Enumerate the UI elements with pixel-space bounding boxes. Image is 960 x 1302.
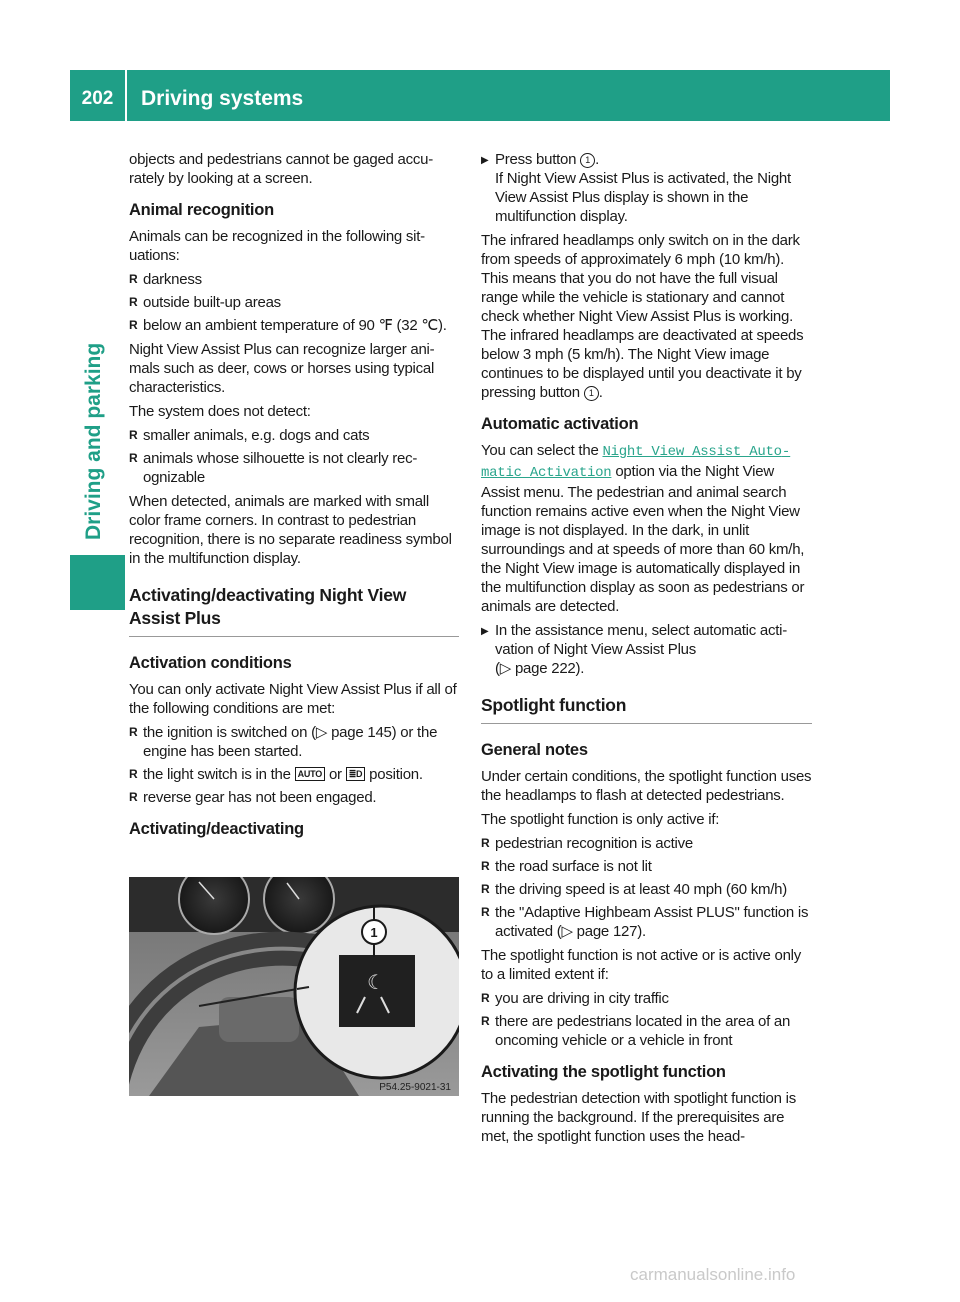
steering-wheel-photo bbox=[129, 877, 459, 1096]
not-detect-list bbox=[129, 426, 459, 487]
step-assistance-menu: ▶ In the assistance menu, select automatic activation of Night View Assist Plus (▷ page 222). bbox=[481, 621, 812, 678]
list-item: R the driving speed is at least 40 mph (60 km/h) bbox=[481, 880, 812, 899]
general-para: Under certain conditions, the spotlight function uses the headlamps to flash at detected pedestrians. bbox=[481, 768, 812, 804]
auto-light-icon: AUTO bbox=[295, 767, 325, 781]
spotlight-heading: Spotlight function bbox=[481, 694, 812, 724]
not-detect-text: The system does not detect: bbox=[129, 403, 311, 420]
watermark: carmanualsonline.info bbox=[630, 1265, 796, 1284]
animal-heading: Animal recognition bbox=[129, 201, 274, 219]
section-heading: Activating/deactivating Night View Assist Plus bbox=[129, 584, 459, 637]
list-item: R outside built-up areas bbox=[129, 293, 459, 312]
list-item: R reverse gear has not been engaged. bbox=[129, 788, 459, 807]
page-number: 202 bbox=[81, 88, 114, 109]
low-beam-icon: ≣D bbox=[346, 767, 366, 781]
infrared-para: The infrared headlamps only switch on in the dark from speeds of approximately 6 mph (10 km/h). This means that you do not have the full visual range while the vehicle is stationary and cannot check whether Night View Assist Plus is working. The infrared headlamps are deactivated at speeds below 3 mph (5 km/h). The Night View image continues to be displayed until you deactivate it by pressing button 1 . bbox=[481, 232, 804, 401]
list-item: R the light switch is in the AUTO or ≣D position. bbox=[129, 765, 459, 784]
general-heading: General notes bbox=[481, 741, 588, 759]
list-item: R animals whose silhouette is not clearly recognizable bbox=[129, 449, 459, 487]
list-item: R the road surface is not lit bbox=[481, 857, 812, 876]
animal-para: Night View Assist Plus can recognize larger animals such as deer, cows or horses using typical characteristics. bbox=[129, 341, 435, 396]
list-item: R the "Adaptive Highbeam Assist PLUS" function is activated (▷ page 127). bbox=[481, 903, 812, 941]
only-active-text: The spotlight function is only active if: bbox=[481, 811, 720, 828]
list-item: R pedestrian recognition is active bbox=[481, 834, 812, 853]
conditions-heading: Activation conditions bbox=[129, 654, 292, 672]
button-callout-icon: 1 bbox=[584, 386, 599, 401]
conditions-intro: You can only activate Night View Assist Plus if all of the following conditions are met: bbox=[129, 681, 457, 717]
activating-heading: Activating/deactivating bbox=[129, 820, 304, 838]
page-ref-link[interactable]: (▷ page 222). bbox=[495, 660, 585, 677]
list-item: R you are driving in city traffic bbox=[481, 989, 812, 1008]
list-item: R the ignition is switched on (▷ page 145) or the engine has been started. bbox=[129, 723, 459, 761]
menu-option-name: Night View Assist Automatic Activation bbox=[481, 444, 791, 481]
not-active-list bbox=[481, 989, 812, 1050]
list-item: R below an ambient temperature of 90 ℉ (32 ℃). bbox=[129, 316, 459, 335]
animal-conditions-list bbox=[129, 270, 459, 335]
list-item: R darkness bbox=[129, 270, 459, 289]
intro-text: objects and pedestrians cannot be gaged accurately by looking at a screen. bbox=[129, 151, 434, 187]
detected-para: When detected, animals are marked with small color frame corners. In contrast to pedestrian recognition, there is no separate readiness symbol in the multifunction display. bbox=[129, 493, 452, 567]
activating-spotlight-heading: Activating the spotlight function bbox=[481, 1063, 726, 1081]
not-active-text: The spotlight function is not active or is active only to a limited extent if: bbox=[481, 947, 802, 983]
svg-text:☾: ☾ bbox=[367, 970, 385, 994]
right-column bbox=[481, 150, 812, 1151]
animal-intro: Animals can be recognized in the following situations: bbox=[129, 228, 426, 264]
page-title: Driving systems bbox=[141, 87, 304, 110]
list-item: R smaller animals, e.g. dogs and cats bbox=[129, 426, 459, 445]
list-item: R there are pedestrians located in the area of an oncoming vehicle or a vehicle in front bbox=[481, 1012, 812, 1050]
button-callout-icon: 1 bbox=[580, 153, 595, 168]
active-list bbox=[481, 834, 812, 941]
auto-para: You can select the Night View Assist Automatic Activation option via the Night View Assist menu. The pedestrian and animal search function remains active even when the Night View image is not displayed. In the dark, in unlit surroundings and at speeds of more than 60 km/h, the Night View image is automatically displayed in the multifunction display as soon as pedestrians or animals are detected. bbox=[481, 442, 805, 615]
header-divider bbox=[125, 70, 127, 121]
left-column bbox=[129, 150, 459, 846]
side-tab-label: Driving and parking bbox=[82, 342, 105, 540]
activating-para: The pedestrian detection with spotlight function is running the background. If the prerequisites are met, the spotlight function uses the head- bbox=[481, 1090, 796, 1145]
photo-code: P54.25-9021-31 bbox=[379, 1082, 451, 1093]
page-ref-link[interactable]: ▷ page 145 bbox=[315, 724, 392, 741]
auto-heading: Automatic activation bbox=[481, 415, 639, 433]
step-press-button: ▶ Press button 1 . If Night View Assist Plus is activated, the Night View Assist Plus display is shown in the multifunction display. bbox=[481, 150, 812, 226]
side-tab-marker bbox=[70, 555, 125, 610]
photo-callout-number: 1 bbox=[370, 925, 378, 940]
step-result: If Night View Assist Plus is activated, the Night View Assist Plus display is shown in the multifunction display. bbox=[495, 170, 791, 225]
conditions-list bbox=[129, 723, 459, 807]
